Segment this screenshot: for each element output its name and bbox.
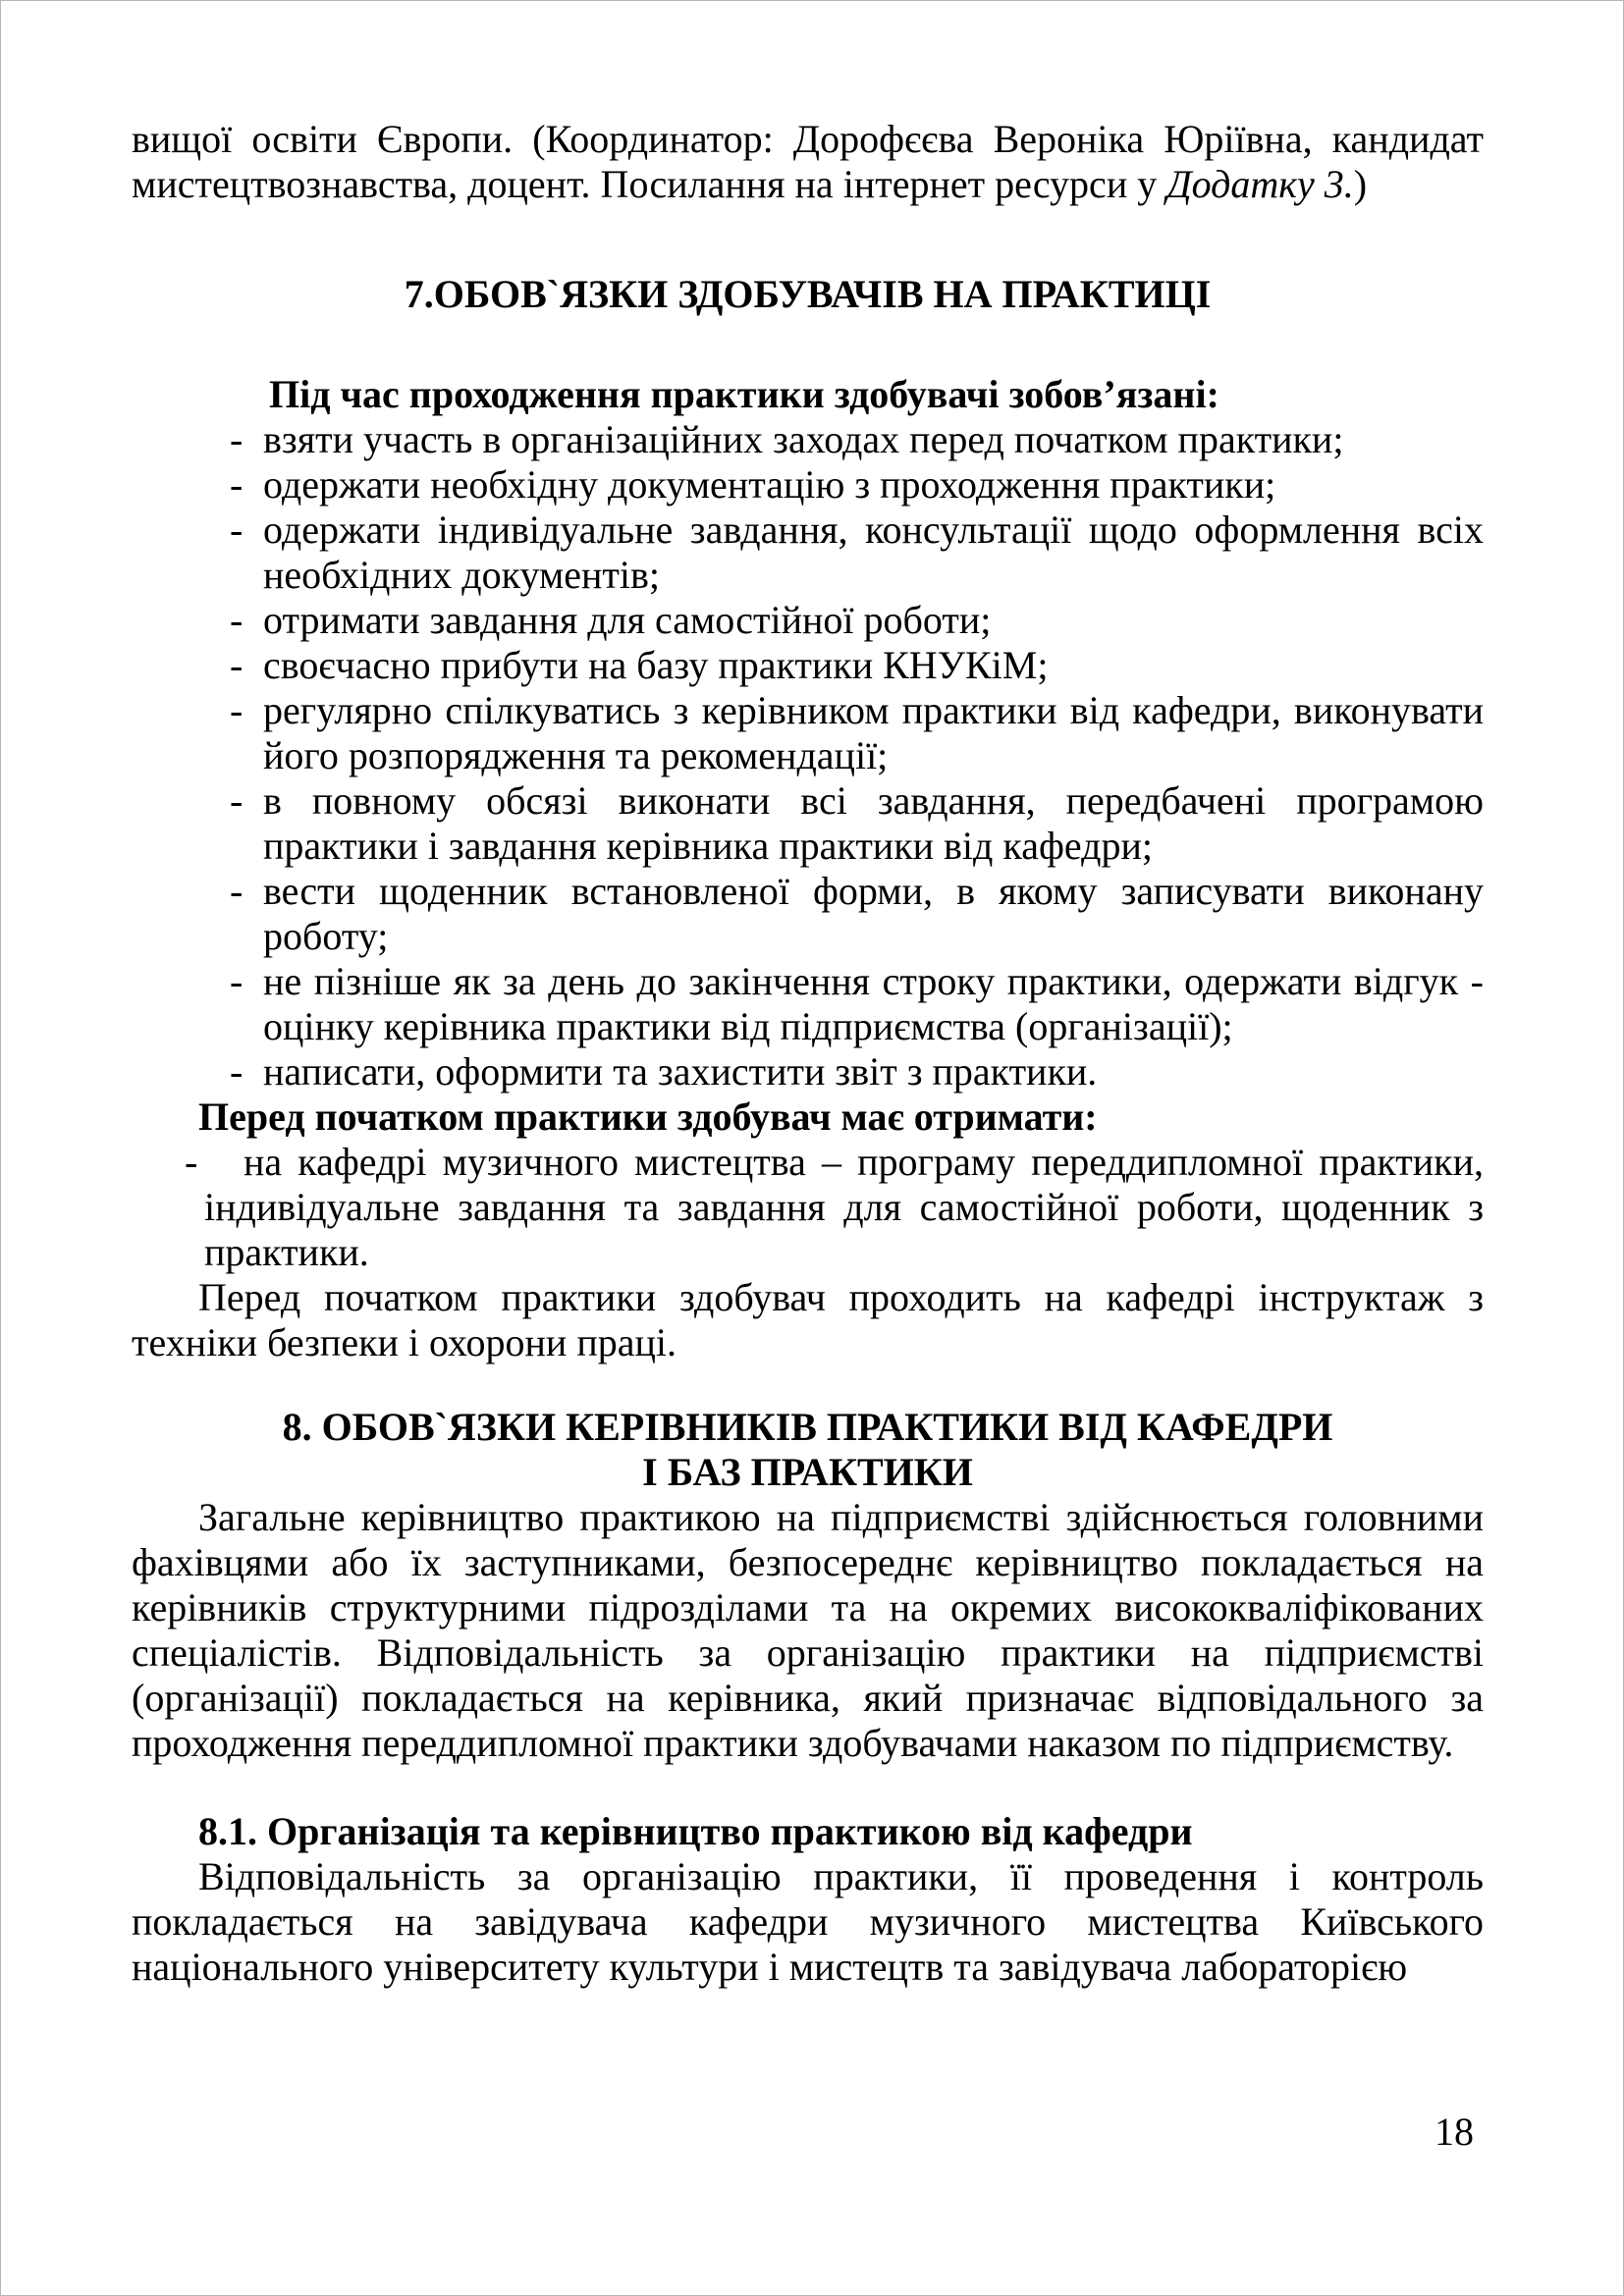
- list-item: [132, 643, 1484, 688]
- receive-list-item: [132, 1140, 1484, 1275]
- list-item: [132, 462, 1484, 507]
- bullet-dash: -: [230, 462, 244, 507]
- list-item: [132, 1049, 1484, 1095]
- spacer: [132, 317, 1484, 372]
- spacer: [132, 207, 1484, 272]
- bullet-dash: -: [230, 778, 244, 823]
- annex-reference-italic: Додатку 3.: [1166, 162, 1354, 206]
- list-item-text: одержати необхідну документацію з проходження практики;: [263, 462, 1276, 507]
- intro-close-paren: ): [1353, 162, 1368, 206]
- section8-paragraph: Загальне керівництво практикою на підприємстві здійснюється головними фахівцями або їх заступниками, безпосереднє керівництво покладається на керівників структурними підрозділами та на окремих висококваліфікованих спеціалістів. Відповідальність за організацію практики на підприємстві (організації) покладається на керівника, який призначає відповідального за проходження переддипломної практики здобувачами наказом по підприємству.: [132, 1495, 1484, 1765]
- list-item-text: своєчасно прибути на базу практики КНУКіМ;: [263, 643, 1049, 687]
- intro-paragraph: [132, 117, 1484, 207]
- spacer: [132, 1365, 1484, 1405]
- section8-heading-line2: І БАЗ ПРАКТИКИ: [642, 1450, 973, 1494]
- bullet-dash: -: [230, 688, 244, 732]
- list-item: [132, 417, 1484, 462]
- bullet-dash: -: [230, 417, 244, 461]
- list-item-text: вести щоденник встановленої форми, в якому записувати виконану роботу;: [263, 869, 1484, 958]
- section81-heading: 8.1. Організація та керівництво практикою від кафедри: [198, 1809, 1193, 1853]
- section81-paragraph: Відповідальність за організацію практики, її проведення і контроль покладається на завідувача кафедри музичного мистецтва Київського національного університету культури і мистецтв та завідувача лабораторією: [132, 1854, 1484, 1989]
- page-content: [132, 117, 1484, 1990]
- spacer: [132, 1766, 1484, 1809]
- instruction-paragraph: Перед початком практики здобувач проходить на кафедрі інструктаж з техніки безпеки і охорони праці.: [132, 1275, 1484, 1364]
- bullet-dash: -: [230, 598, 244, 642]
- list-item-text: не пізніше як за день до закінчення строку практики, одержати відгук - оцінку керівника практики від підприємства (організації);: [263, 959, 1484, 1048]
- list-item-text: в повному обсязі виконати всі завдання, передбачені програмою практики і завдання керівника практики від кафедри;: [263, 778, 1484, 868]
- bullet-dash: -: [230, 869, 244, 913]
- list-item-text: написати, оформити та захистити звіт з практики.: [263, 1049, 1098, 1094]
- list-item-text: взяти участь в організаційних заходах перед початком практики;: [263, 417, 1344, 461]
- list-item: [132, 869, 1484, 959]
- bullet-dash: -: [230, 1049, 244, 1094]
- receive-item-text: на кафедрі музичного мистецтва – програму переддипломної практики, індивідуальне завдання та завдання для самостійної роботи, щоденник з практики.: [204, 1140, 1484, 1274]
- bullet-dash: -: [230, 507, 244, 552]
- obligations-lead: Під час проходження практики здобувачі зобов’язані:: [269, 372, 1219, 416]
- list-item-text: отримати завдання для самостійної роботи;: [263, 598, 992, 642]
- list-item: [132, 507, 1484, 598]
- obligations-list: [132, 417, 1484, 1095]
- bullet-dash: -: [185, 1140, 198, 1184]
- section7-heading: 7.ОБОВ`ЯЗКИ ЗДОБУВАЧІВ НА ПРАКТИЦІ: [404, 272, 1212, 316]
- list-item: [132, 598, 1484, 643]
- list-item: [132, 688, 1484, 778]
- list-item-text: регулярно спілкуватись з керівником практики від кафедри, виконувати його розпорядження та рекомендації;: [263, 688, 1484, 777]
- list-item-text: одержати індивідуальне завдання, консультації щодо оформлення всіх необхідних документів;: [263, 507, 1484, 597]
- list-item: [132, 959, 1484, 1049]
- page-number: 18: [1435, 2109, 1474, 2154]
- intro-text: вищої освіти Європи. (Координатор: Дорофєєва Вероніка Юріївна, кандидат мистецтвознавства, доцент. Посилання на інтернет ресурси у: [132, 117, 1484, 206]
- receive-lead: Перед початком практики здобувач має отримати:: [198, 1095, 1098, 1139]
- bullet-dash: -: [230, 959, 244, 1003]
- section8-heading-line1: 8. ОБОВ`ЯЗКИ КЕРІВНИКІВ ПРАКТИКИ ВІД КАФЕДРИ: [282, 1405, 1333, 1449]
- list-item: [132, 778, 1484, 869]
- bullet-dash: -: [230, 643, 244, 687]
